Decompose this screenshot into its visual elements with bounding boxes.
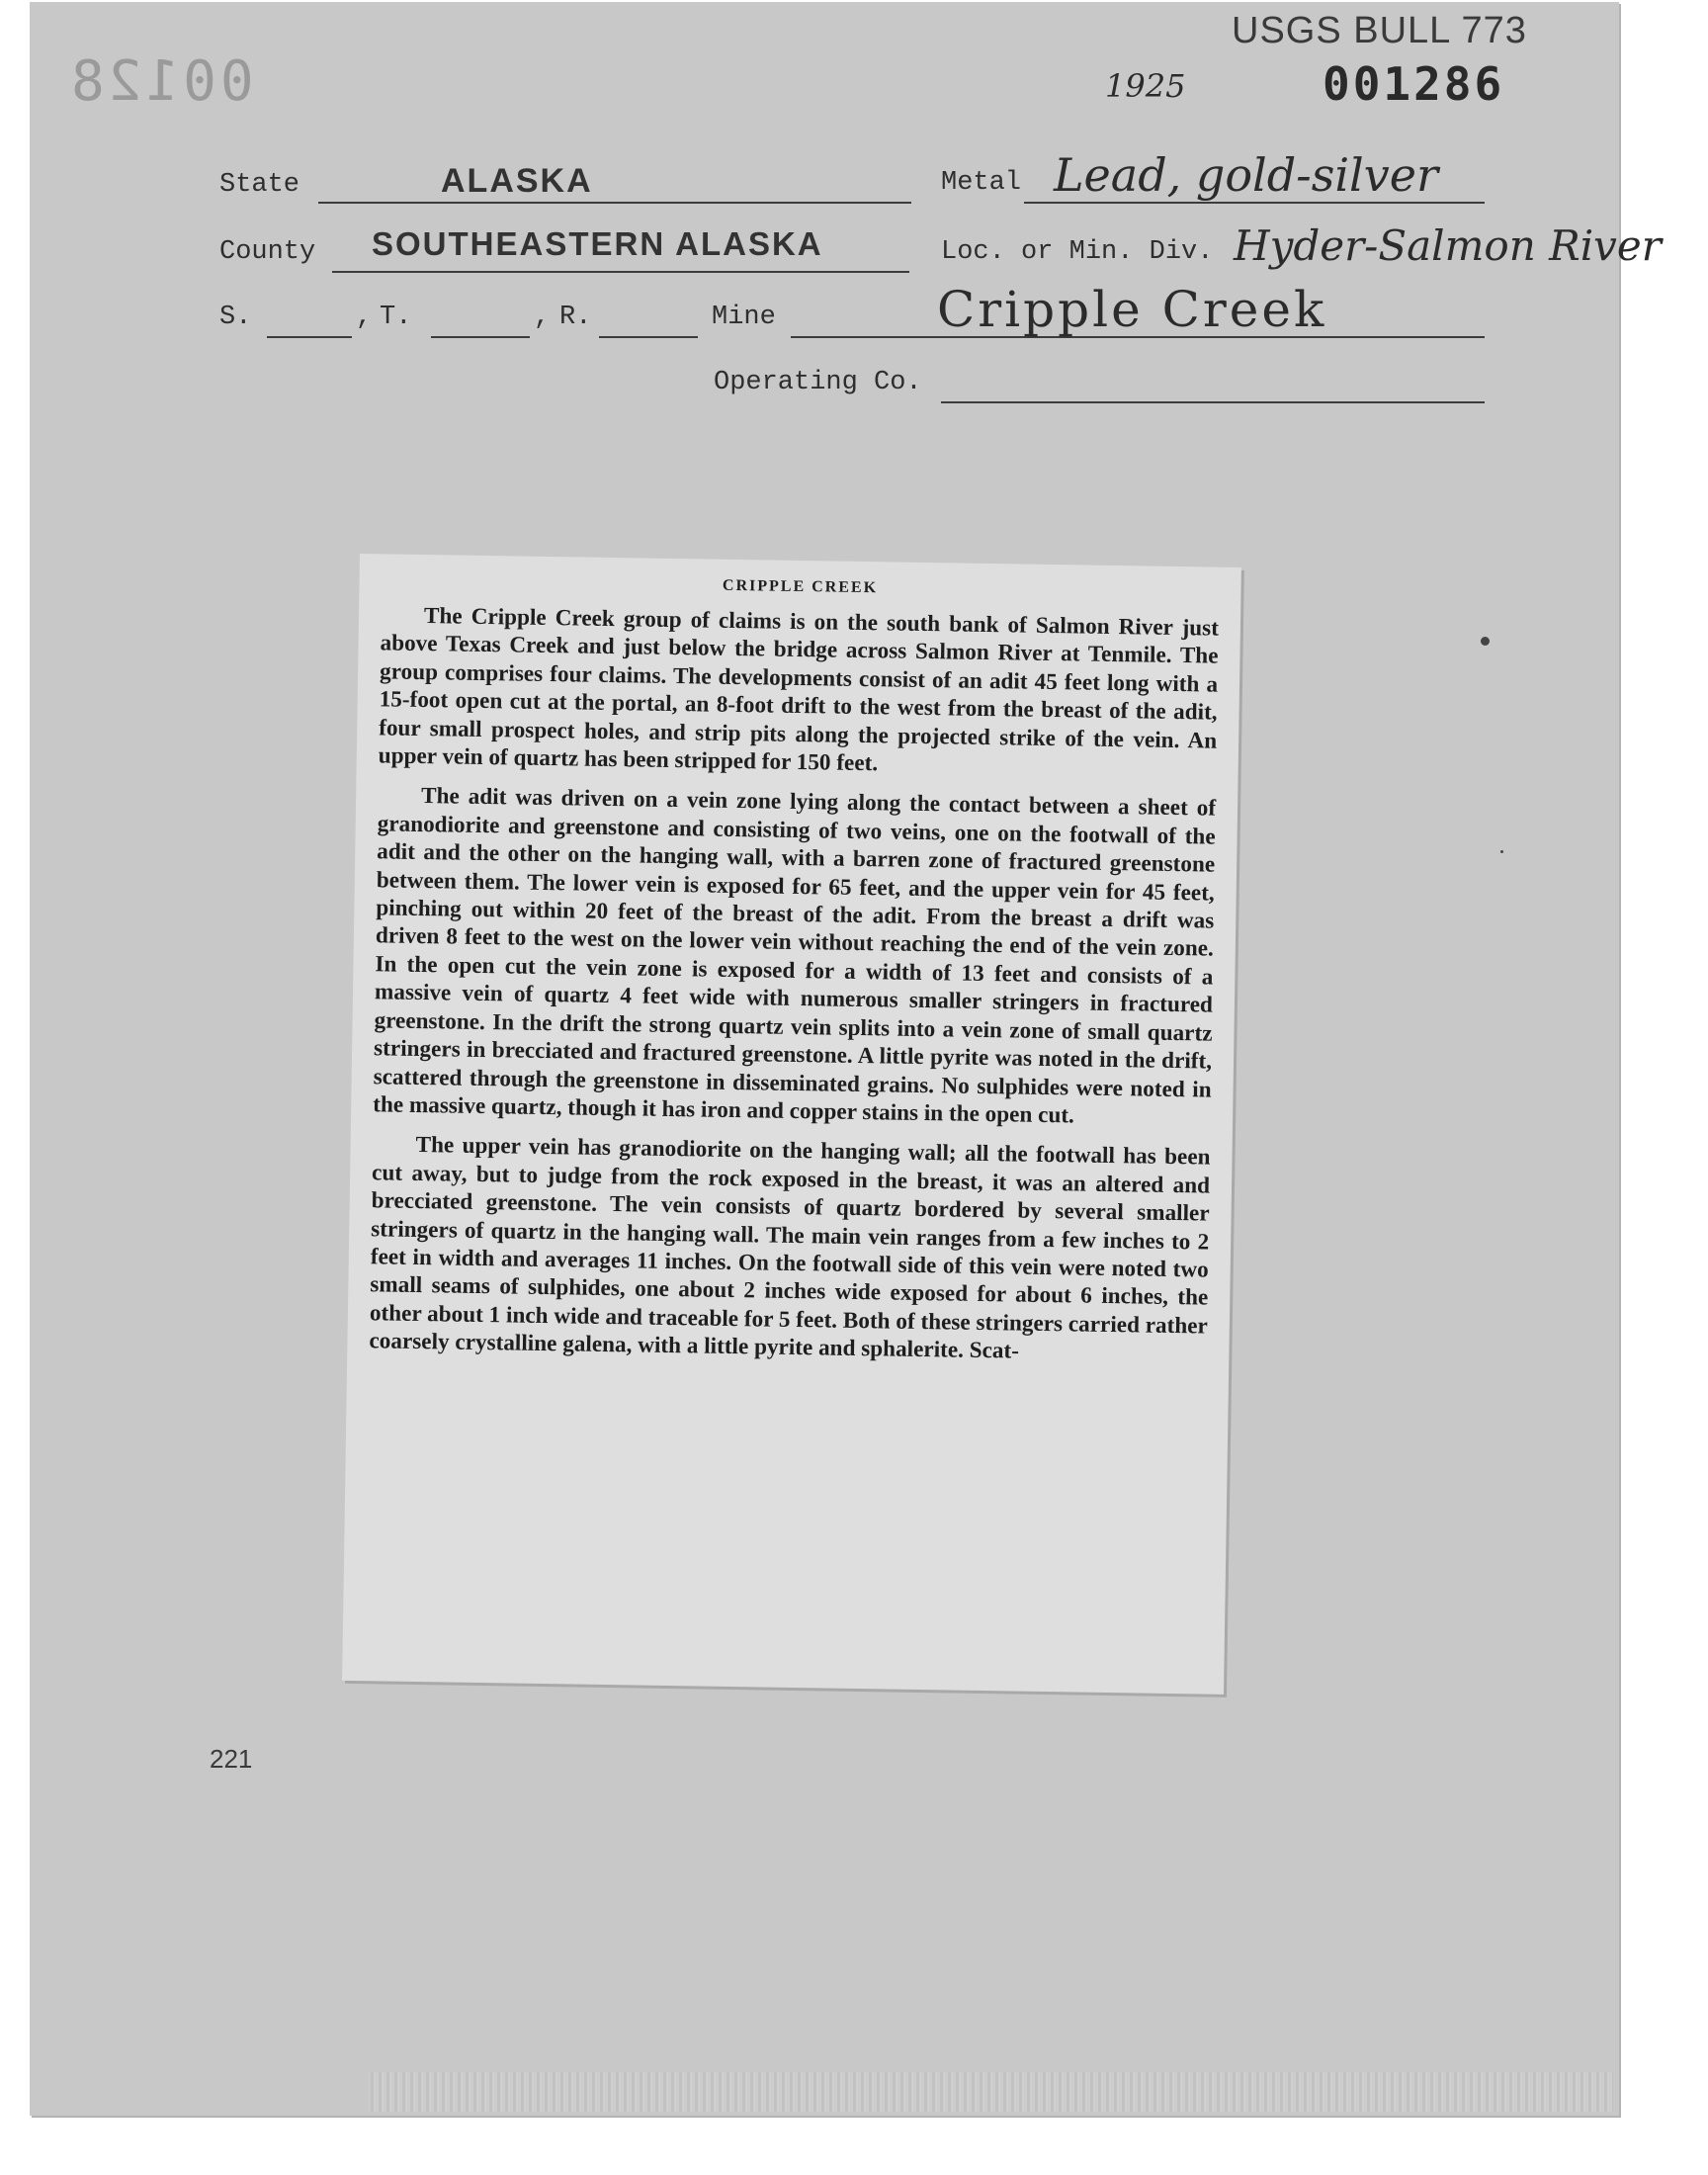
section-line [267,336,352,338]
county-value: SOUTHEASTERN ALASKA [372,225,823,262]
mine-value: Cripple Creek [937,281,1327,338]
faint-mirrored-stamp: 00128 [67,49,254,114]
state-label: State [219,170,300,200]
operating-co-label: Operating Co. [714,368,922,397]
clipping-paragraph-1: The Cripple Creek group of claims is on the south bank of Salmon River just above Texas Creek and just below the bridge across Salmon River at Tenmile. The group comprises four claims. The developments consist of an adit 45 feet long with a 15-foot open cut at the portal, an 8-foot drift to the west from the breast of the adit, four small prospect holes, and strip pits along the projected strike of the vein. An upper vein of quartz has been stripped for 150 feet. [378,603,1220,777]
page-number: 221 [210,1744,253,1774]
loc-label: Loc. or Min. Div. [941,237,1214,267]
record-number-stamp: 001286 [1323,57,1505,111]
scan-streak [368,2072,1613,2112]
pasted-clipping [342,554,1241,1695]
state-value: ALASKA [441,162,593,200]
loc-value: Hyder-Salmon River [1234,221,1662,270]
speck [1500,850,1503,853]
state-line [318,202,911,204]
mine-label: Mine [712,303,776,332]
section-label: S. [219,303,252,332]
metal-line [1024,202,1485,204]
range-label: R. [559,303,592,332]
metal-label: Metal [941,168,1022,198]
year-handwritten: 1925 [1105,67,1186,105]
township-label: T. [380,303,412,332]
clipping-title: CRIPPLE CREEK [722,576,879,597]
range-line [599,336,698,338]
clipping-paragraph-3: The upper vein has granodiorite on the hanging wall; all the footwall has been cut away, but to judge from the rock exposed in the breast, it was an altered and brecciated greenstone. The vein consists of quartz bordered by several smaller stringers of quartz in the hanging wall. The main vein ranges from a few inches to 2 feet in width and averages 11 inches. On the footwall side of this vein were noted two small seams of sulphides, one about 2 inches wide exposed for about 6 inches, the other about 1 inch wide and traceable for 5 feet. Both of these stringers carried rather coarsely crystalline galena, with a little pyrite and sphalerite. Scat- [369,1132,1211,1364]
clipping-paragraph-2: The adit was driven on a vein zone lying along the contact between a sheet of granodiorite and greenstone and consisting of two veins, one on the footwall of the adit and the other on the hanging wall, with a barren zone of fractured greenstone between them. The lower vein is exposed for 65 feet, and the upper vein for 45 feet, pinching out within 20 feet of the breast of the adit. From the breast a drift was driven 8 feet to the west on the lower vein without reaching the end of the vein zone. In the open cut the vein zone is exposed for a width of 13 feet and consists of a massive vein of quartz 4 feet wide with numerous smaller stringers in fractured greenstone. In the drift the strong quartz vein splits into a vein zone of small quartz stringers in brecciated and fractured greenstone. A little pyrite was noted in the drift, scattered through the greenstone in disseminated grains. No sulphides were noted in the massive quartz, though it has iron and copper stains in the open cut. [373,783,1217,1129]
series-stamp: USGS BULL 773 [1232,10,1527,51]
township-line [431,336,530,338]
operating-co-line [941,401,1485,403]
county-line [332,271,909,273]
metal-value: Lead, gold-silver [1054,148,1438,202]
speck [1481,637,1490,646]
county-label: County [219,237,316,267]
